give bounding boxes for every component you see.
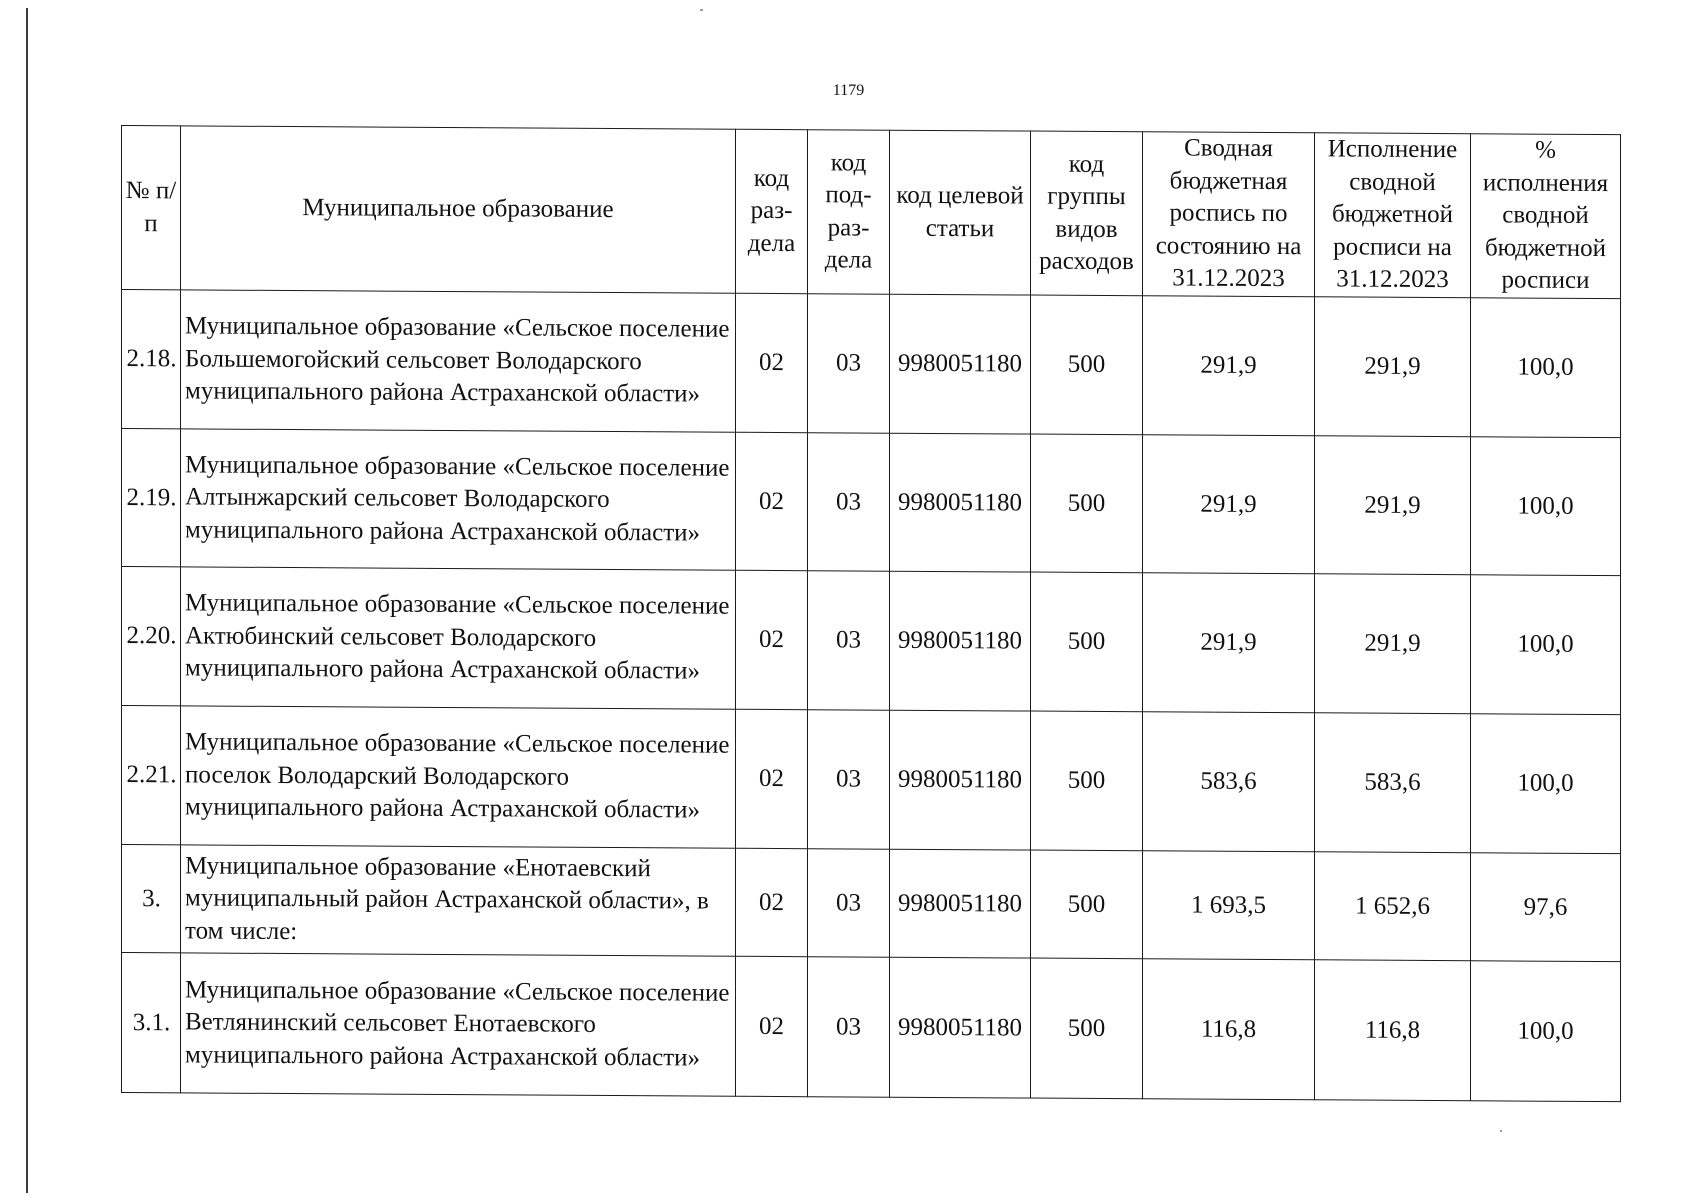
- target-code: [890, 850, 1031, 959]
- header-section-code-text: код раз-дела: [747, 164, 796, 257]
- execution-amount-text: 1 652,6: [1355, 892, 1430, 920]
- execution-amount: [1315, 574, 1471, 714]
- target-code: [890, 711, 1031, 851]
- municipality-name-text: Муниципальное образование «Сельское поселение поселок Володарский Володарского муниципального района Астраханской области»: [185, 728, 730, 824]
- budget-amount-text: 291,9: [1200, 351, 1257, 379]
- execution-percent-text: 100,0: [1517, 353, 1574, 381]
- budget-amount: [1143, 296, 1315, 436]
- scan-speck: [1500, 1130, 1502, 1132]
- subsection-code-text: 03: [836, 626, 861, 654]
- section-code: [736, 849, 808, 957]
- row-number-text: 2.19.: [126, 483, 177, 511]
- subsection-code: [808, 571, 890, 711]
- execution-percent: [1471, 575, 1621, 715]
- budget-amount: [1143, 851, 1315, 960]
- header-section-code: [736, 129, 808, 294]
- execution-percent-text: 97,6: [1523, 893, 1568, 921]
- header-row-number: [121, 125, 181, 290]
- target-code: [890, 958, 1031, 1099]
- execution-percent: [1471, 961, 1621, 1102]
- section-code-text: 02: [759, 625, 784, 654]
- row-number-text: 3.: [142, 884, 161, 912]
- row-number: [121, 845, 181, 953]
- target-code-text: 9980051180: [897, 765, 1023, 794]
- section-code: [736, 710, 808, 849]
- row-number-text: 2.20.: [126, 622, 177, 650]
- target-code-text: 9980051180: [897, 488, 1023, 517]
- subsection-code-text: 03: [836, 1012, 861, 1041]
- subsection-code-text: 03: [836, 349, 861, 377]
- execution-percent-text: 100,0: [1517, 769, 1574, 797]
- execution-percent: [1471, 437, 1621, 576]
- header-execution-text: Исполнение сводной бюджетной росписи на 31.12.2023: [1327, 135, 1458, 294]
- section-code-text: 02: [759, 487, 784, 515]
- municipality-name-text: Муниципальное образование «Сельское поселение Большемогойский сельсовет Володарского муниципального района Астраханской области»: [185, 312, 730, 408]
- header-percent: [1471, 133, 1621, 299]
- section-code: [736, 957, 808, 1097]
- execution-amount: [1315, 297, 1471, 437]
- target-code-text: 9980051180: [897, 1013, 1023, 1042]
- header-subsection-code-text: код под-раз-дела: [824, 148, 873, 274]
- execution-percent-text: 100,0: [1517, 1017, 1574, 1045]
- municipality-name-text: Муниципальное образование «Енотаевский муниципальный район Астраханской области», в том числе:: [185, 852, 709, 945]
- target-code: [890, 295, 1031, 435]
- execution-percent-text: 100,0: [1517, 630, 1574, 658]
- execution-percent-text: 100,0: [1517, 492, 1574, 520]
- budget-amount: [1143, 712, 1315, 852]
- budget-amount-text: 1 693,5: [1191, 891, 1266, 919]
- expense-group-code-text: 500: [1067, 489, 1106, 517]
- expense-group-code: [1031, 573, 1143, 713]
- budget-amount-text: 291,9: [1200, 628, 1257, 656]
- expense-group-code: [1031, 435, 1143, 574]
- budget-amount: [1143, 959, 1315, 1100]
- header-row-number-text: № п/п: [125, 177, 177, 237]
- execution-amount: [1315, 713, 1471, 853]
- municipality-name: [181, 290, 736, 432]
- municipality-name: [181, 953, 736, 1096]
- header-target-code: [890, 130, 1031, 296]
- header-municipality-text: Муниципальное образование: [302, 194, 614, 224]
- expense-group-code: [1031, 296, 1143, 436]
- subsection-code: [808, 710, 890, 850]
- expense-group-code-text: 500: [1067, 766, 1106, 795]
- expense-group-code: [1031, 712, 1143, 852]
- target-code-text: 9980051180: [897, 889, 1023, 918]
- execution-percent: [1471, 853, 1621, 962]
- row-number-text: 3.1.: [132, 1008, 171, 1036]
- budget-amount-text: 583,6: [1200, 767, 1257, 795]
- section-code: [736, 433, 808, 571]
- subsection-code: [808, 433, 890, 572]
- target-code-text: 9980051180: [897, 349, 1023, 378]
- target-code: [890, 572, 1031, 712]
- target-code: [890, 434, 1031, 573]
- section-code: [736, 571, 808, 710]
- expense-group-code-text: 500: [1067, 627, 1106, 656]
- section-code: [736, 294, 808, 433]
- scan-margin-line: [26, 8, 28, 1193]
- expense-group-code: [1031, 959, 1143, 1100]
- section-code-text: 02: [759, 888, 784, 916]
- execution-amount: [1315, 436, 1471, 575]
- header-expense-group-text: код группы видов расходов: [1039, 150, 1134, 276]
- header-budget-text: Сводная бюджетная роспись по состоянию на 31.12.2023: [1155, 134, 1302, 293]
- row-number: [121, 706, 181, 845]
- budget-amount: [1143, 573, 1315, 713]
- execution-percent: [1471, 714, 1621, 854]
- execution-amount: [1315, 960, 1471, 1101]
- header-subsection-code: [808, 129, 890, 295]
- scan-speck: [700, 9, 703, 11]
- section-code-text: 02: [759, 764, 784, 793]
- expense-group-code: [1031, 851, 1143, 960]
- row-number: [121, 567, 181, 706]
- row-number: [121, 953, 181, 1093]
- subsection-code: [808, 957, 890, 1098]
- municipality-name-text: Муниципальное образование «Сельское поселение Алтынжарский сельсовет Володарского муниципального района Астраханской области»: [185, 451, 730, 547]
- subsection-code: [808, 294, 890, 434]
- row-number: [121, 290, 181, 429]
- section-code-text: 02: [759, 348, 784, 377]
- header-target-code-text: код целевой статьи: [896, 181, 1024, 242]
- header-execution: [1315, 132, 1471, 298]
- row-number-text: 2.18.: [126, 345, 177, 373]
- section-code-text: 02: [759, 1012, 784, 1040]
- execution-amount-text: 116,8: [1364, 1016, 1421, 1044]
- header-percent-text: % исполнения сводной бюджетной росписи: [1482, 136, 1609, 295]
- subsection-code-text: 03: [836, 888, 861, 917]
- budget-amount-text: 116,8: [1200, 1015, 1257, 1043]
- row-number-text: 2.21.: [126, 761, 177, 789]
- expense-group-code-text: 500: [1067, 890, 1106, 918]
- municipality-name-text: Муниципальное образование «Сельское поселение Актюбинский сельсовет Володарского муниципального района Астраханской области»: [185, 589, 730, 685]
- header-budget: [1143, 131, 1315, 297]
- execution-amount-text: 291,9: [1364, 629, 1421, 657]
- budget-amount-text: 291,9: [1200, 490, 1257, 518]
- municipality-name: [181, 845, 736, 956]
- execution-amount-text: 291,9: [1364, 491, 1421, 519]
- municipality-name: [181, 429, 736, 570]
- subsection-code: [808, 849, 890, 958]
- subsection-code-text: 03: [836, 765, 861, 793]
- execution-amount-text: 291,9: [1364, 352, 1421, 380]
- municipality-name-text: Муниципальное образование «Сельское поселение Ветлянинский сельсовет Енотаевского муниципального района Астраханской области»: [185, 976, 730, 1072]
- budget-table: [121, 125, 1611, 1102]
- row-number: [121, 429, 181, 567]
- expense-group-code-text: 500: [1067, 1014, 1106, 1042]
- budget-amount: [1143, 435, 1315, 574]
- execution-amount: [1315, 852, 1471, 961]
- expense-group-code-text: 500: [1067, 350, 1106, 379]
- municipality-name: [181, 706, 736, 848]
- header-municipality: [181, 125, 736, 293]
- page-number: 1179: [832, 82, 865, 99]
- municipality-name: [181, 567, 736, 709]
- execution-amount-text: 583,6: [1364, 768, 1421, 796]
- subsection-code-text: 03: [836, 487, 861, 516]
- execution-percent: [1471, 298, 1621, 438]
- header-expense-group: [1031, 131, 1143, 297]
- target-code-text: 9980051180: [897, 626, 1023, 655]
